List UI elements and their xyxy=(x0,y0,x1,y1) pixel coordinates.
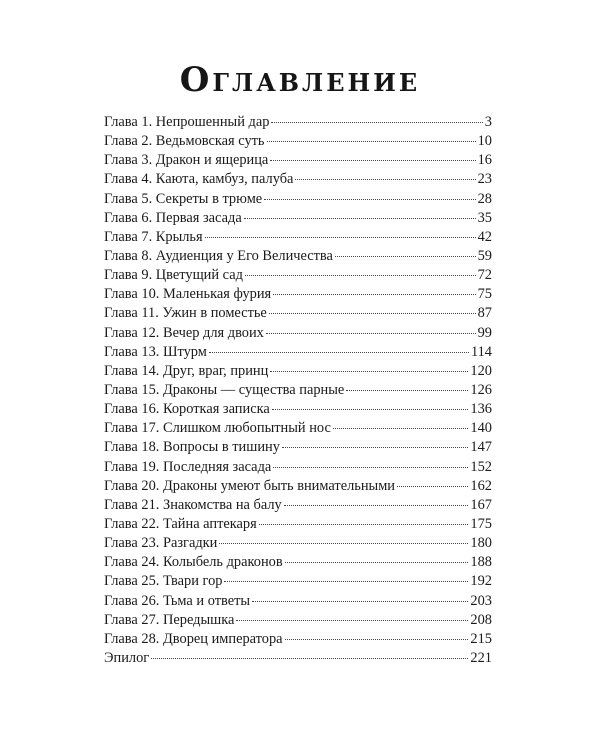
toc-entry-page-number: 72 xyxy=(477,267,492,284)
toc-entry xyxy=(104,438,492,457)
toc-entry-page-number: 75 xyxy=(477,286,492,303)
toc-entry-page-number: 180 xyxy=(470,535,492,552)
toc-entry-page-number: 203 xyxy=(470,592,492,609)
dot-leader xyxy=(219,543,468,544)
dot-leader xyxy=(273,467,468,468)
dot-leader xyxy=(259,524,469,525)
toc-entry xyxy=(104,496,492,515)
toc-entry-label: Глава 10. Маленькая фурия xyxy=(104,286,272,303)
toc-entry xyxy=(104,515,492,534)
toc-entry-page-number: 59 xyxy=(477,247,492,264)
toc-entry-label: Глава 18. Вопросы в тишину xyxy=(104,439,280,456)
toc-entry xyxy=(104,304,492,323)
dot-leader xyxy=(285,639,469,640)
toc-entry xyxy=(104,343,492,362)
dot-leader xyxy=(266,333,476,334)
dot-leader xyxy=(273,294,475,295)
toc-entry-label: Глава 20. Драконы умеют быть внимательными xyxy=(104,477,396,494)
dot-leader xyxy=(335,256,476,257)
toc-entry xyxy=(104,228,492,247)
toc-entry xyxy=(104,649,492,668)
page-title: Оглавление xyxy=(179,60,421,100)
toc-entry-label: Глава 25. Твари гор xyxy=(104,573,223,590)
dot-leader xyxy=(151,658,468,659)
toc-entry-page-number: 87 xyxy=(477,305,492,322)
dot-leader xyxy=(282,447,468,448)
toc-entry xyxy=(104,285,492,304)
toc-entry-page-number: 136 xyxy=(470,401,492,418)
toc-entry-label: Глава 4. Каюта, камбуз, палуба xyxy=(104,171,294,188)
table-of-contents xyxy=(104,113,492,668)
toc-entry-page-number: 175 xyxy=(470,515,492,532)
toc-entry xyxy=(104,132,492,151)
toc-entry-page-number: 147 xyxy=(470,439,492,456)
dot-leader xyxy=(272,409,469,410)
toc-entry xyxy=(104,266,492,285)
dot-leader xyxy=(245,275,476,276)
toc-entry-page-number: 16 xyxy=(477,152,492,169)
toc-entry-label: Глава 17. Слишком любопытный нос xyxy=(104,420,331,437)
toc-entry-label: Глава 7. Крылья xyxy=(104,228,203,245)
dot-leader xyxy=(205,237,476,238)
toc-entry-label: Глава 3. Дракон и ящерица xyxy=(104,152,269,169)
toc-entry-page-number: 221 xyxy=(470,649,492,666)
toc-entry xyxy=(104,419,492,438)
toc-entry-page-number: 192 xyxy=(470,573,492,590)
toc-entry xyxy=(104,572,492,591)
toc-entry xyxy=(104,534,492,553)
toc-entry xyxy=(104,611,492,630)
toc-entry-page-number: 42 xyxy=(477,228,492,245)
toc-entry xyxy=(104,324,492,343)
toc-entry-label: Глава 11. Ужин в поместье xyxy=(104,305,267,322)
dot-leader xyxy=(397,486,468,487)
toc-entry-label: Глава 26. Тьма и ответы xyxy=(104,592,251,609)
toc-entry-label: Глава 5. Секреты в трюме xyxy=(104,190,263,207)
toc-entry-page-number: 120 xyxy=(470,362,492,379)
toc-entry-label: Эпилог xyxy=(104,649,150,666)
toc-entry-label: Глава 9. Цветущий сад xyxy=(104,267,243,284)
toc-entry-label: Глава 16. Короткая записка xyxy=(104,401,270,418)
toc-entry-label: Глава 1. Непрошенный дар xyxy=(104,114,270,130)
toc-entry xyxy=(104,247,492,266)
toc-entry-page-number: 215 xyxy=(470,630,492,647)
toc-entry xyxy=(104,477,492,496)
toc-entry xyxy=(104,113,492,132)
toc-entry xyxy=(104,170,492,189)
toc-entry-page-number: 140 xyxy=(470,420,492,437)
dot-leader xyxy=(295,179,475,180)
toc-entry-page-number: 3 xyxy=(484,114,492,130)
toc-entry-label: Глава 6. Первая засада xyxy=(104,209,242,226)
toc-entry-label: Глава 15. Драконы — существа парные xyxy=(104,381,345,398)
toc-entry-label: Глава 13. Штурм xyxy=(104,343,207,360)
toc-entry-label: Глава 12. Вечер для двоих xyxy=(104,324,264,341)
toc-entry-label: Глава 19. Последняя засада xyxy=(104,458,272,475)
toc-entry xyxy=(104,553,492,572)
toc-entry xyxy=(104,151,492,170)
dot-leader xyxy=(285,562,469,563)
toc-entry-label: Глава 22. Тайна аптекаря xyxy=(104,515,257,532)
toc-entry-page-number: 208 xyxy=(470,611,492,628)
toc-entry-page-number: 114 xyxy=(470,343,492,360)
toc-entry-page-number: 188 xyxy=(470,554,492,571)
dot-leader xyxy=(333,428,469,429)
toc-entry xyxy=(104,381,492,400)
toc-entry xyxy=(104,400,492,419)
dot-leader xyxy=(271,122,482,123)
dot-leader xyxy=(209,352,469,353)
toc-entry xyxy=(104,630,492,649)
toc-entry-page-number: 126 xyxy=(470,381,492,398)
toc-entry-page-number: 28 xyxy=(477,190,492,207)
toc-entry-label: Глава 8. Аудиенция у Его Величества xyxy=(104,247,333,264)
toc-entry-label: Глава 23. Разгадки xyxy=(104,535,218,552)
toc-entry xyxy=(104,190,492,209)
dot-leader xyxy=(346,390,468,391)
toc-entry xyxy=(104,458,492,477)
dot-leader xyxy=(264,199,475,200)
dot-leader xyxy=(224,581,468,582)
dot-leader xyxy=(284,505,469,506)
toc-entry xyxy=(104,362,492,381)
toc-entry-page-number: 10 xyxy=(477,133,492,150)
toc-entry-label: Глава 28. Дворец императора xyxy=(104,630,283,647)
toc-entry-label: Глава 27. Передышка xyxy=(104,611,235,628)
dot-leader xyxy=(270,160,475,161)
toc-entry-label: Глава 24. Колыбель драконов xyxy=(104,554,283,571)
dot-leader xyxy=(270,371,468,372)
toc-entry xyxy=(104,592,492,611)
dot-leader xyxy=(236,620,468,621)
dot-leader xyxy=(267,141,476,142)
toc-entry-label: Глава 2. Ведьмовская суть xyxy=(104,133,265,150)
toc-entry-page-number: 23 xyxy=(477,171,492,188)
toc-entry-page-number: 167 xyxy=(470,496,492,513)
dot-leader xyxy=(244,218,476,219)
toc-entry-label: Глава 21. Знакомства на балу xyxy=(104,496,282,513)
dot-leader xyxy=(269,313,476,314)
toc-entry-label: Глава 14. Друг, враг, принц xyxy=(104,362,269,379)
dot-leader xyxy=(252,601,468,602)
toc-entry-page-number: 152 xyxy=(470,458,492,475)
toc-entry xyxy=(104,209,492,228)
toc-entry-page-number: 99 xyxy=(477,324,492,341)
toc-entry-page-number: 35 xyxy=(477,209,492,226)
toc-entry-page-number: 162 xyxy=(470,477,492,494)
